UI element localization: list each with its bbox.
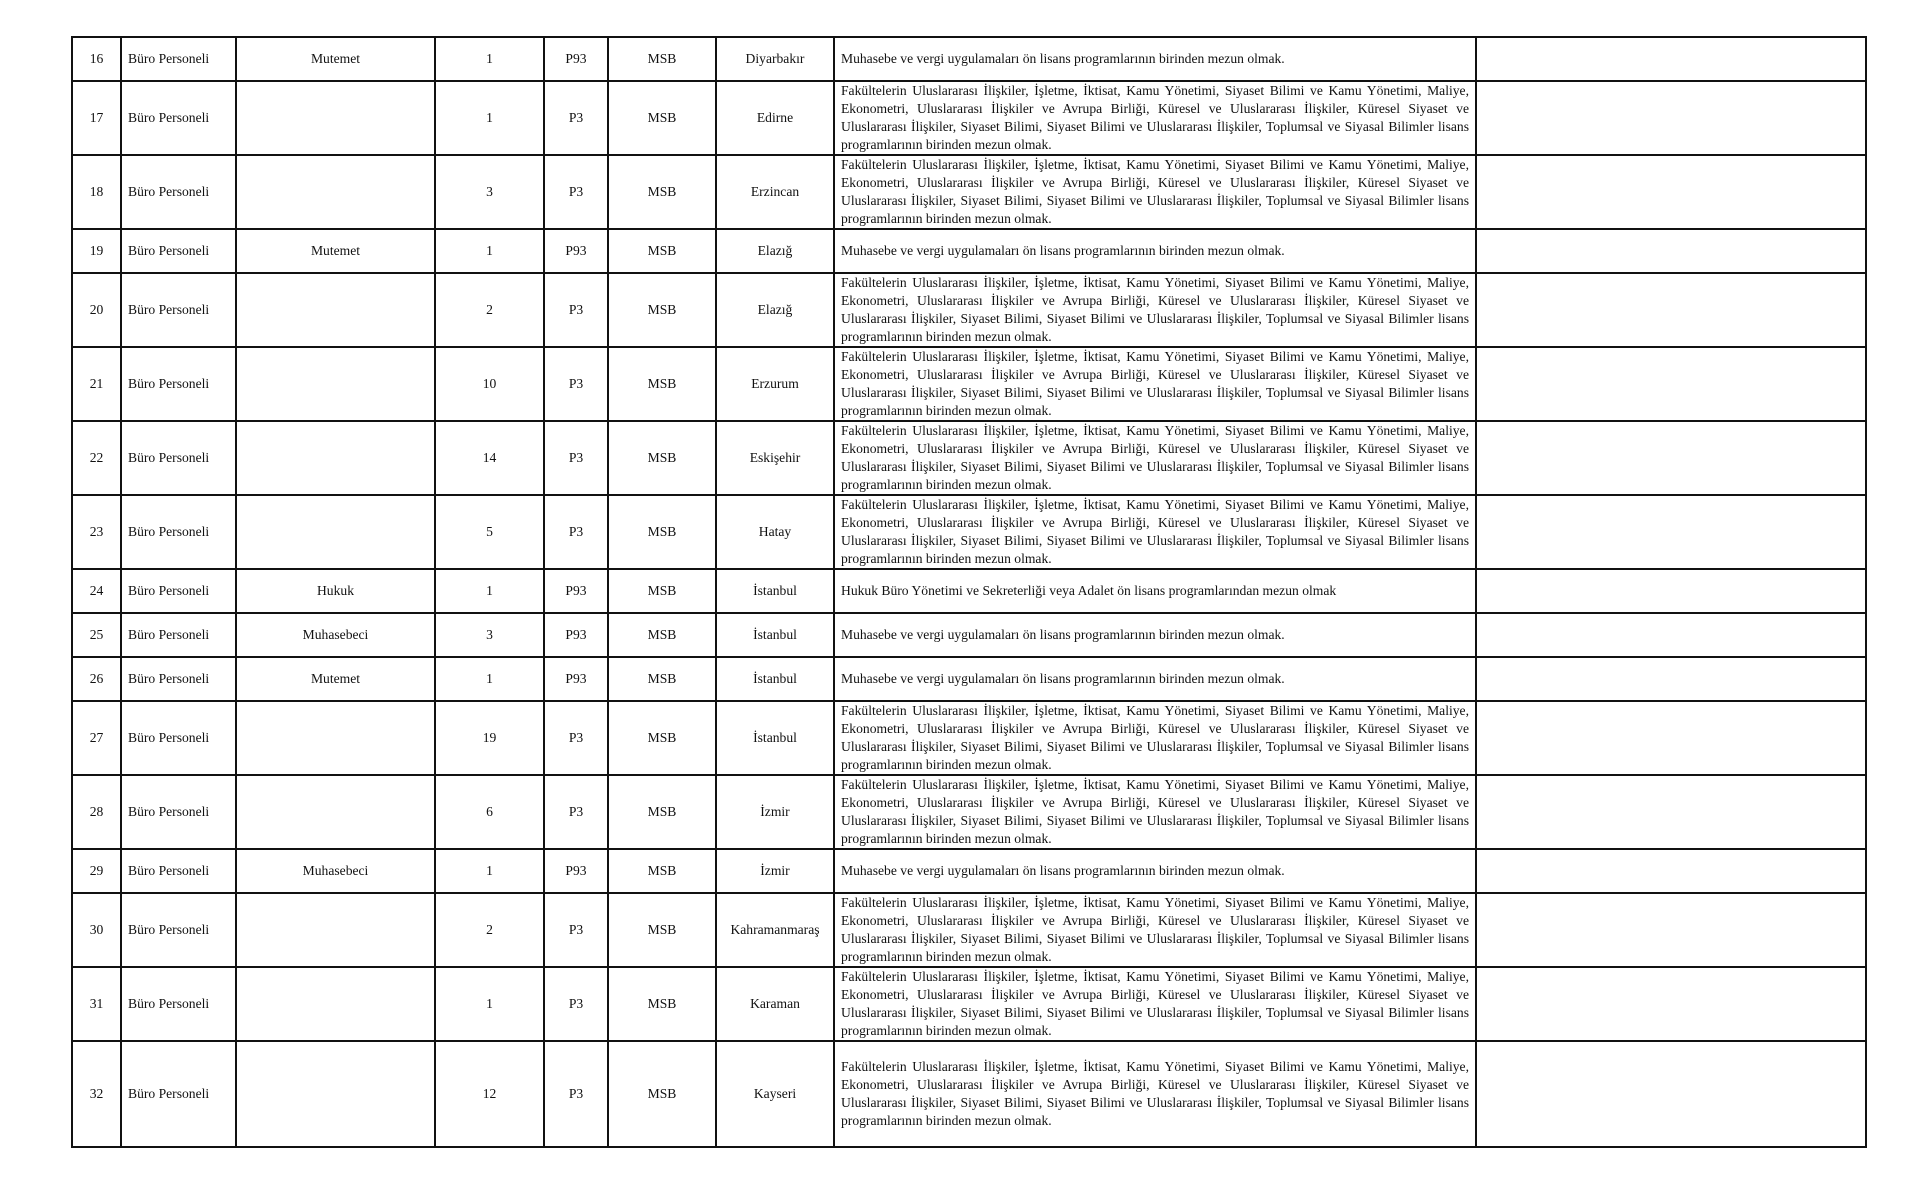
table-row <box>72 229 1866 273</box>
position-title-cell: Büro Personeli <box>121 1041 236 1147</box>
institution-cell: MSB <box>608 1041 716 1147</box>
score-type-cell: P3 <box>544 701 608 775</box>
positions-table <box>71 36 1867 1148</box>
specialty-cell: Mutemet <box>236 37 435 81</box>
province-cell: Diyarbakır <box>716 37 834 81</box>
province-cell: İzmir <box>716 775 834 849</box>
institution-cell: MSB <box>608 421 716 495</box>
institution-cell: MSB <box>608 775 716 849</box>
institution-cell: MSB <box>608 701 716 775</box>
score-type-cell: P93 <box>544 613 608 657</box>
notes-cell <box>1476 229 1866 273</box>
specialty-cell <box>236 155 435 229</box>
table-row <box>72 701 1866 775</box>
notes-cell <box>1476 849 1866 893</box>
position-count-cell: 1 <box>435 37 544 81</box>
province-cell: İstanbul <box>716 657 834 701</box>
position-count-cell: 3 <box>435 155 544 229</box>
row-number-cell: 16 <box>72 37 121 81</box>
notes-cell <box>1476 1041 1866 1147</box>
institution-cell: MSB <box>608 81 716 155</box>
table-row <box>72 849 1866 893</box>
position-title-cell: Büro Personeli <box>121 421 236 495</box>
notes-cell <box>1476 421 1866 495</box>
score-type-cell: P3 <box>544 155 608 229</box>
row-number-cell: 20 <box>72 273 121 347</box>
qualification-cell: Fakültelerin Uluslararası İlişkiler, İşletme, İktisat, Kamu Yönetimi, Siyaset Bilimi ve Kamu Yönetimi, Maliye, Ekonometri, Uluslararası İlişkiler ve Avrupa Birliği, Küresel ve Uluslararası İlişkiler, Küresel Siyaset ve Uluslararası İlişkiler, Siyaset Bilimi, Siyaset Bilimi ve Uluslararası İlişkiler, Toplumsal ve Siyasal Bilimler lisans programlarının birinden mezun olmak. <box>834 81 1476 155</box>
province-cell: Erzurum <box>716 347 834 421</box>
table-row <box>72 893 1866 967</box>
position-title-cell: Büro Personeli <box>121 81 236 155</box>
table-row <box>72 967 1866 1041</box>
province-cell: Elazığ <box>716 273 834 347</box>
province-cell: Kahramanmaraş <box>716 893 834 967</box>
specialty-cell <box>236 495 435 569</box>
position-title-cell: Büro Personeli <box>121 229 236 273</box>
province-cell: Erzincan <box>716 155 834 229</box>
qualification-cell: Hukuk Büro Yönetimi ve Sekreterliği veya Adalet ön lisans programlarından mezun olmak <box>834 569 1476 613</box>
position-title-cell: Büro Personeli <box>121 273 236 347</box>
specialty-cell <box>236 273 435 347</box>
institution-cell: MSB <box>608 495 716 569</box>
position-count-cell: 2 <box>435 893 544 967</box>
province-cell: İstanbul <box>716 613 834 657</box>
position-title-cell: Büro Personeli <box>121 967 236 1041</box>
position-title-cell: Büro Personeli <box>121 155 236 229</box>
table-row <box>72 495 1866 569</box>
score-type-cell: P3 <box>544 495 608 569</box>
score-type-cell: P93 <box>544 37 608 81</box>
qualification-cell: Fakültelerin Uluslararası İlişkiler, İşletme, İktisat, Kamu Yönetimi, Siyaset Bilimi ve Kamu Yönetimi, Maliye, Ekonometri, Uluslararası İlişkiler ve Avrupa Birliği, Küresel ve Uluslararası İlişkiler, Küresel Siyaset ve Uluslararası İlişkiler, Siyaset Bilimi, Siyaset Bilimi ve Uluslararası İlişkiler, Toplumsal ve Siyasal Bilimler lisans programlarının birinden mezun olmak. <box>834 967 1476 1041</box>
row-number-cell: 30 <box>72 893 121 967</box>
position-count-cell: 1 <box>435 849 544 893</box>
score-type-cell: P3 <box>544 967 608 1041</box>
notes-cell <box>1476 273 1866 347</box>
table-row <box>72 775 1866 849</box>
score-type-cell: P93 <box>544 657 608 701</box>
row-number-cell: 28 <box>72 775 121 849</box>
table-row <box>72 613 1866 657</box>
notes-cell <box>1476 701 1866 775</box>
position-count-cell: 1 <box>435 569 544 613</box>
specialty-cell <box>236 775 435 849</box>
institution-cell: MSB <box>608 155 716 229</box>
province-cell: Karaman <box>716 967 834 1041</box>
score-type-cell: P3 <box>544 81 608 155</box>
table-row <box>72 273 1866 347</box>
qualification-cell: Fakültelerin Uluslararası İlişkiler, İşletme, İktisat, Kamu Yönetimi, Siyaset Bilimi ve Kamu Yönetimi, Maliye, Ekonometri, Uluslararası İlişkiler ve Avrupa Birliği, Küresel ve Uluslararası İlişkiler, Küresel Siyaset ve Uluslararası İlişkiler, Siyaset Bilimi, Siyaset Bilimi ve Uluslararası İlişkiler, Toplumsal ve Siyasal Bilimler lisans programlarının birinden mezun olmak. <box>834 347 1476 421</box>
qualification-cell: Fakültelerin Uluslararası İlişkiler, İşletme, İktisat, Kamu Yönetimi, Siyaset Bilimi ve Kamu Yönetimi, Maliye, Ekonometri, Uluslararası İlişkiler ve Avrupa Birliği, Küresel ve Uluslararası İlişkiler, Küresel Siyaset ve Uluslararası İlişkiler, Siyaset Bilimi, Siyaset Bilimi ve Uluslararası İlişkiler, Toplumsal ve Siyasal Bilimler lisans programlarının birinden mezun olmak. <box>834 155 1476 229</box>
province-cell: İstanbul <box>716 569 834 613</box>
qualification-cell: Fakültelerin Uluslararası İlişkiler, İşletme, İktisat, Kamu Yönetimi, Siyaset Bilimi ve Kamu Yönetimi, Maliye, Ekonometri, Uluslararası İlişkiler ve Avrupa Birliği, Küresel ve Uluslararası İlişkiler, Küresel Siyaset ve Uluslararası İlişkiler, Siyaset Bilimi, Siyaset Bilimi ve Uluslararası İlişkiler, Toplumsal ve Siyasal Bilimler lisans programlarının birinden mezun olmak. <box>834 893 1476 967</box>
specialty-cell <box>236 347 435 421</box>
qualification-cell: Fakültelerin Uluslararası İlişkiler, İşletme, İktisat, Kamu Yönetimi, Siyaset Bilimi ve Kamu Yönetimi, Maliye, Ekonometri, Uluslararası İlişkiler ve Avrupa Birliği, Küresel ve Uluslararası İlişkiler, Küresel Siyaset ve Uluslararası İlişkiler, Siyaset Bilimi, Siyaset Bilimi ve Uluslararası İlişkiler, Toplumsal ve Siyasal Bilimler lisans programlarının birinden mezun olmak. <box>834 421 1476 495</box>
institution-cell: MSB <box>608 657 716 701</box>
score-type-cell: P93 <box>544 849 608 893</box>
province-cell: Eskişehir <box>716 421 834 495</box>
notes-cell <box>1476 613 1866 657</box>
score-type-cell: P93 <box>544 229 608 273</box>
province-cell: İzmir <box>716 849 834 893</box>
specialty-cell: Hukuk <box>236 569 435 613</box>
position-title-cell: Büro Personeli <box>121 569 236 613</box>
institution-cell: MSB <box>608 967 716 1041</box>
table-row <box>72 657 1866 701</box>
table-row <box>72 155 1866 229</box>
qualification-cell: Muhasebe ve vergi uygulamaları ön lisans programlarının birinden mezun olmak. <box>834 37 1476 81</box>
position-title-cell: Büro Personeli <box>121 37 236 81</box>
position-count-cell: 2 <box>435 273 544 347</box>
position-count-cell: 6 <box>435 775 544 849</box>
row-number-cell: 19 <box>72 229 121 273</box>
position-title-cell: Büro Personeli <box>121 849 236 893</box>
notes-cell <box>1476 775 1866 849</box>
specialty-cell: Muhasebeci <box>236 849 435 893</box>
position-title-cell: Büro Personeli <box>121 495 236 569</box>
position-title-cell: Büro Personeli <box>121 657 236 701</box>
specialty-cell <box>236 967 435 1041</box>
specialty-cell <box>236 81 435 155</box>
position-count-cell: 1 <box>435 229 544 273</box>
position-title-cell: Büro Personeli <box>121 613 236 657</box>
qualification-cell: Fakültelerin Uluslararası İlişkiler, İşletme, İktisat, Kamu Yönetimi, Siyaset Bilimi ve Kamu Yönetimi, Maliye, Ekonometri, Uluslararası İlişkiler ve Avrupa Birliği, Küresel ve Uluslararası İlişkiler, Küresel Siyaset ve Uluslararası İlişkiler, Siyaset Bilimi, Siyaset Bilimi ve Uluslararası İlişkiler, Toplumsal ve Siyasal Bilimler lisans programlarının birinden mezun olmak. <box>834 495 1476 569</box>
province-cell: Kayseri <box>716 1041 834 1147</box>
specialty-cell <box>236 421 435 495</box>
qualification-cell: Fakültelerin Uluslararası İlişkiler, İşletme, İktisat, Kamu Yönetimi, Siyaset Bilimi ve Kamu Yönetimi, Maliye, Ekonometri, Uluslararası İlişkiler ve Avrupa Birliği, Küresel ve Uluslararası İlişkiler, Küresel Siyaset ve Uluslararası İlişkiler, Siyaset Bilimi, Siyaset Bilimi ve Uluslararası İlişkiler, Toplumsal ve Siyasal Bilimler lisans programlarının birinden mezun olmak. <box>834 701 1476 775</box>
notes-cell <box>1476 37 1866 81</box>
row-number-cell: 27 <box>72 701 121 775</box>
row-number-cell: 17 <box>72 81 121 155</box>
notes-cell <box>1476 893 1866 967</box>
position-count-cell: 5 <box>435 495 544 569</box>
qualification-cell: Muhasebe ve vergi uygulamaları ön lisans programlarının birinden mezun olmak. <box>834 849 1476 893</box>
institution-cell: MSB <box>608 347 716 421</box>
row-number-cell: 29 <box>72 849 121 893</box>
notes-cell <box>1476 657 1866 701</box>
province-cell: Elazığ <box>716 229 834 273</box>
row-number-cell: 24 <box>72 569 121 613</box>
position-count-cell: 1 <box>435 967 544 1041</box>
qualification-cell: Muhasebe ve vergi uygulamaları ön lisans programlarının birinden mezun olmak. <box>834 229 1476 273</box>
score-type-cell: P3 <box>544 421 608 495</box>
position-count-cell: 3 <box>435 613 544 657</box>
row-number-cell: 25 <box>72 613 121 657</box>
qualification-cell: Fakültelerin Uluslararası İlişkiler, İşletme, İktisat, Kamu Yönetimi, Siyaset Bilimi ve Kamu Yönetimi, Maliye, Ekonometri, Uluslararası İlişkiler ve Avrupa Birliği, Küresel ve Uluslararası İlişkiler, Küresel Siyaset ve Uluslararası İlişkiler, Siyaset Bilimi, Siyaset Bilimi ve Uluslararası İlişkiler, Toplumsal ve Siyasal Bilimler lisans programlarının birinden mezun olmak. <box>834 775 1476 849</box>
institution-cell: MSB <box>608 37 716 81</box>
specialty-cell: Mutemet <box>236 229 435 273</box>
table-body <box>72 37 1866 1147</box>
province-cell: Edirne <box>716 81 834 155</box>
score-type-cell: P3 <box>544 347 608 421</box>
table-row <box>72 569 1866 613</box>
score-type-cell: P93 <box>544 569 608 613</box>
province-cell: Hatay <box>716 495 834 569</box>
table-row <box>72 347 1866 421</box>
specialty-cell: Mutemet <box>236 657 435 701</box>
table-row <box>72 81 1866 155</box>
row-number-cell: 18 <box>72 155 121 229</box>
notes-cell <box>1476 569 1866 613</box>
specialty-cell: Muhasebeci <box>236 613 435 657</box>
position-count-cell: 1 <box>435 657 544 701</box>
institution-cell: MSB <box>608 569 716 613</box>
notes-cell <box>1476 155 1866 229</box>
row-number-cell: 31 <box>72 967 121 1041</box>
institution-cell: MSB <box>608 229 716 273</box>
score-type-cell: P3 <box>544 775 608 849</box>
institution-cell: MSB <box>608 893 716 967</box>
institution-cell: MSB <box>608 613 716 657</box>
position-title-cell: Büro Personeli <box>121 775 236 849</box>
score-type-cell: P3 <box>544 1041 608 1147</box>
institution-cell: MSB <box>608 849 716 893</box>
row-number-cell: 21 <box>72 347 121 421</box>
position-count-cell: 10 <box>435 347 544 421</box>
qualification-cell: Fakültelerin Uluslararası İlişkiler, İşletme, İktisat, Kamu Yönetimi, Siyaset Bilimi ve Kamu Yönetimi, Maliye, Ekonometri, Uluslararası İlişkiler ve Avrupa Birliği, Küresel ve Uluslararası İlişkiler, Küresel Siyaset ve Uluslararası İlişkiler, Siyaset Bilimi, Siyaset Bilimi ve Uluslararası İlişkiler, Toplumsal ve Siyasal Bilimler lisans programlarının birinden mezun olmak. <box>834 1041 1476 1147</box>
table-row <box>72 421 1866 495</box>
qualification-cell: Muhasebe ve vergi uygulamaları ön lisans programlarının birinden mezun olmak. <box>834 613 1476 657</box>
score-type-cell: P3 <box>544 273 608 347</box>
position-title-cell: Büro Personeli <box>121 701 236 775</box>
position-count-cell: 19 <box>435 701 544 775</box>
position-title-cell: Büro Personeli <box>121 893 236 967</box>
position-title-cell: Büro Personeli <box>121 347 236 421</box>
row-number-cell: 23 <box>72 495 121 569</box>
score-type-cell: P3 <box>544 893 608 967</box>
notes-cell <box>1476 347 1866 421</box>
row-number-cell: 26 <box>72 657 121 701</box>
province-cell: İstanbul <box>716 701 834 775</box>
notes-cell <box>1476 967 1866 1041</box>
qualification-cell: Muhasebe ve vergi uygulamaları ön lisans programlarının birinden mezun olmak. <box>834 657 1476 701</box>
position-count-cell: 12 <box>435 1041 544 1147</box>
institution-cell: MSB <box>608 273 716 347</box>
row-number-cell: 22 <box>72 421 121 495</box>
qualification-cell: Fakültelerin Uluslararası İlişkiler, İşletme, İktisat, Kamu Yönetimi, Siyaset Bilimi ve Kamu Yönetimi, Maliye, Ekonometri, Uluslararası İlişkiler ve Avrupa Birliği, Küresel ve Uluslararası İlişkiler, Küresel Siyaset ve Uluslararası İlişkiler, Siyaset Bilimi, Siyaset Bilimi ve Uluslararası İlişkiler, Toplumsal ve Siyasal Bilimler lisans programlarının birinden mezun olmak. <box>834 273 1476 347</box>
notes-cell <box>1476 81 1866 155</box>
notes-cell <box>1476 495 1866 569</box>
row-number-cell: 32 <box>72 1041 121 1147</box>
specialty-cell <box>236 1041 435 1147</box>
position-count-cell: 14 <box>435 421 544 495</box>
specialty-cell <box>236 893 435 967</box>
position-count-cell: 1 <box>435 81 544 155</box>
table-row <box>72 1041 1866 1147</box>
specialty-cell <box>236 701 435 775</box>
table-row <box>72 37 1866 81</box>
